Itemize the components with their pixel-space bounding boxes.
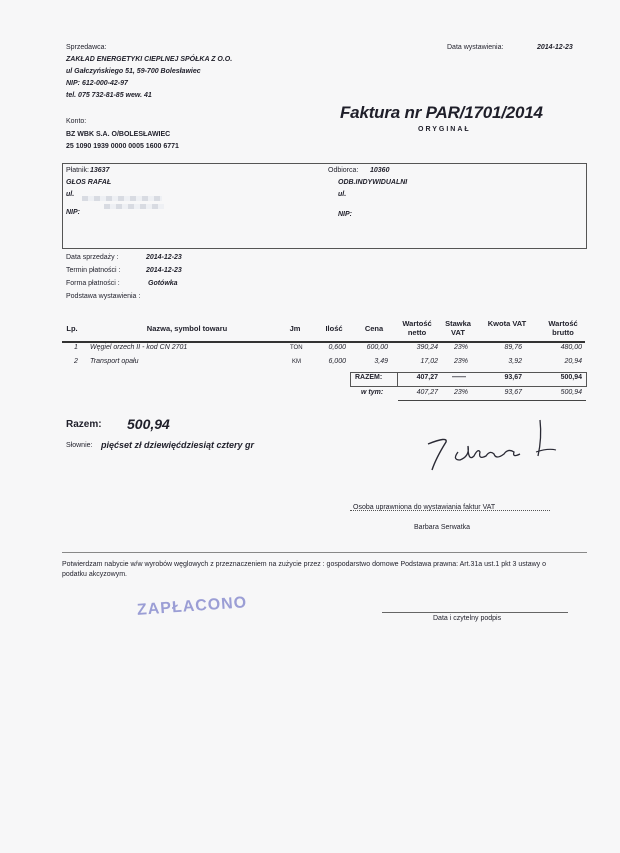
total-label: RAZEM: (355, 374, 383, 381)
of-which-gross: 500,94 (560, 389, 582, 396)
account-bank: BZ WBK S.A. O/BOLESŁAWIEC (66, 131, 171, 138)
payer-id: 13637 (90, 167, 110, 174)
header-vat-rate: Stawka VAT (445, 319, 471, 337)
header-name: Nazwa, symbol towaru (146, 324, 228, 333)
recipient-label: Odbiorca: (328, 167, 359, 174)
recipient-nip-label: NIP: (338, 211, 352, 218)
row-jm: KM (292, 359, 301, 365)
row-price: 3,49 (374, 358, 388, 365)
recipient-id: 10360 (370, 167, 390, 174)
receiver-signature-line (382, 612, 568, 613)
row-net: 17,02 (420, 358, 438, 365)
declaration-text: Potwierdzam nabycie w/w wyrobów węglowych z przeznaczeniem na zużycie przez : gospodarstwo domowe Podstawa prawna: Art.31a ust.1 pkt 3 ustawy o podatku akcyzowym. (62, 561, 547, 578)
payer-street-prefix: ul. (66, 191, 75, 198)
header-lp: Lp. (66, 324, 78, 333)
issue-date: 2014-12-23 (537, 44, 573, 51)
of-which-net: 407,27 (416, 389, 438, 396)
payer-nip-label: NIP: (66, 209, 80, 216)
paid-stamp: ZAPŁACONO (136, 594, 248, 619)
total-net: 407,27 (416, 374, 438, 381)
of-which-vat-amount: 93,67 (504, 389, 522, 396)
table-divider (62, 341, 585, 343)
seller-name: ZAKŁAD ENERGETYKI CIEPLNEJ SPÓŁKA Z O.O. (66, 56, 233, 63)
account-number: 25 1090 1939 0000 0005 1600 6771 (66, 143, 179, 150)
due-date-label: Termin płatności : (66, 267, 121, 274)
row-lp: 2 (74, 358, 78, 365)
row-name: Węgiel orzech II - kod CN 2701 (90, 344, 188, 351)
row-qty: 6,000 (328, 358, 346, 365)
row-qty: 0,600 (328, 344, 346, 351)
summary-words-label: Słownie: (66, 442, 93, 449)
receiver-signature-label: Data i czytelny podpis (433, 615, 502, 622)
header-gross: Wartość brutto (548, 319, 578, 337)
row-gross: 20,94 (564, 358, 582, 365)
payment-method-label: Forma płatności : (66, 280, 120, 287)
row-vat-rate: 23% (454, 344, 469, 351)
seller-nip: NIP: 612-000-42-97 (66, 80, 128, 87)
seller-label: Sprzedawca: (66, 44, 107, 51)
payment-method: Gotówka (148, 280, 178, 287)
total-vat-amount: 93,67 (504, 374, 522, 381)
invoice-title: Faktura nr PAR/1701/2014 (340, 103, 543, 122)
row-net: 390,24 (416, 344, 438, 351)
issue-date-label: Data wystawienia: (447, 44, 504, 51)
summary-words: pięćset zł dziewięćdziesiąt cztery gr (101, 440, 255, 450)
row-vat-amount: 89,76 (504, 344, 522, 351)
redaction-bar (104, 204, 164, 209)
payer-label: Płatnik: (66, 167, 89, 174)
row-name: Transport opału (90, 358, 139, 365)
row-jm: TON (290, 345, 303, 351)
header-price: Cena (364, 324, 384, 333)
row-lp: 1 (74, 344, 78, 351)
basis-label: Podstawa wystawienia : (66, 293, 141, 300)
recipient-name: ODB.INDYWIDUALNI (338, 179, 408, 186)
sale-date: 2014-12-23 (146, 254, 182, 261)
recipient-street-prefix: ul. (338, 191, 347, 198)
section-divider (62, 552, 587, 553)
summary-total-value: 500,94 (127, 416, 170, 432)
payer-name: GŁOS RAFAŁ (66, 179, 112, 186)
header-vat-amount: Kwota VAT (487, 319, 527, 328)
of-which-vat-rate: 23% (454, 389, 469, 396)
sale-date-label: Data sprzedaży : (66, 254, 119, 261)
seller-address: ul Gałczyńskiego 51, 59-700 Bolesławiec (66, 68, 201, 75)
signature-name: Barbara Serwatka (414, 524, 471, 531)
row-gross: 480,00 (560, 344, 582, 351)
header-jm: Jm (289, 324, 301, 333)
summary-total-label: Razem: (66, 419, 102, 430)
total-gross: 500,94 (560, 374, 582, 381)
handwritten-signature (418, 412, 578, 482)
row-price: 600,00 (366, 344, 388, 351)
header-net: Wartość netto (402, 319, 432, 337)
row-vat-amount: 3,92 (508, 358, 522, 365)
invoice-copy-label: ORYGINAŁ (418, 126, 471, 133)
row-vat-rate: 23% (454, 358, 469, 365)
of-which-label: w tym: (361, 389, 384, 396)
account-label: Konto: (66, 118, 87, 125)
seller-phone: tel. 075 732-81-85 wew. 41 (66, 92, 152, 99)
redaction-bar (82, 196, 162, 201)
signature-role: Osoba uprawniona do wystawiania faktur VAT (353, 504, 496, 511)
total-vat-rate: —— (452, 374, 466, 381)
of-which-underline (398, 400, 586, 401)
header-qty: Ilość (325, 324, 343, 333)
due-date: 2014-12-23 (146, 267, 182, 274)
